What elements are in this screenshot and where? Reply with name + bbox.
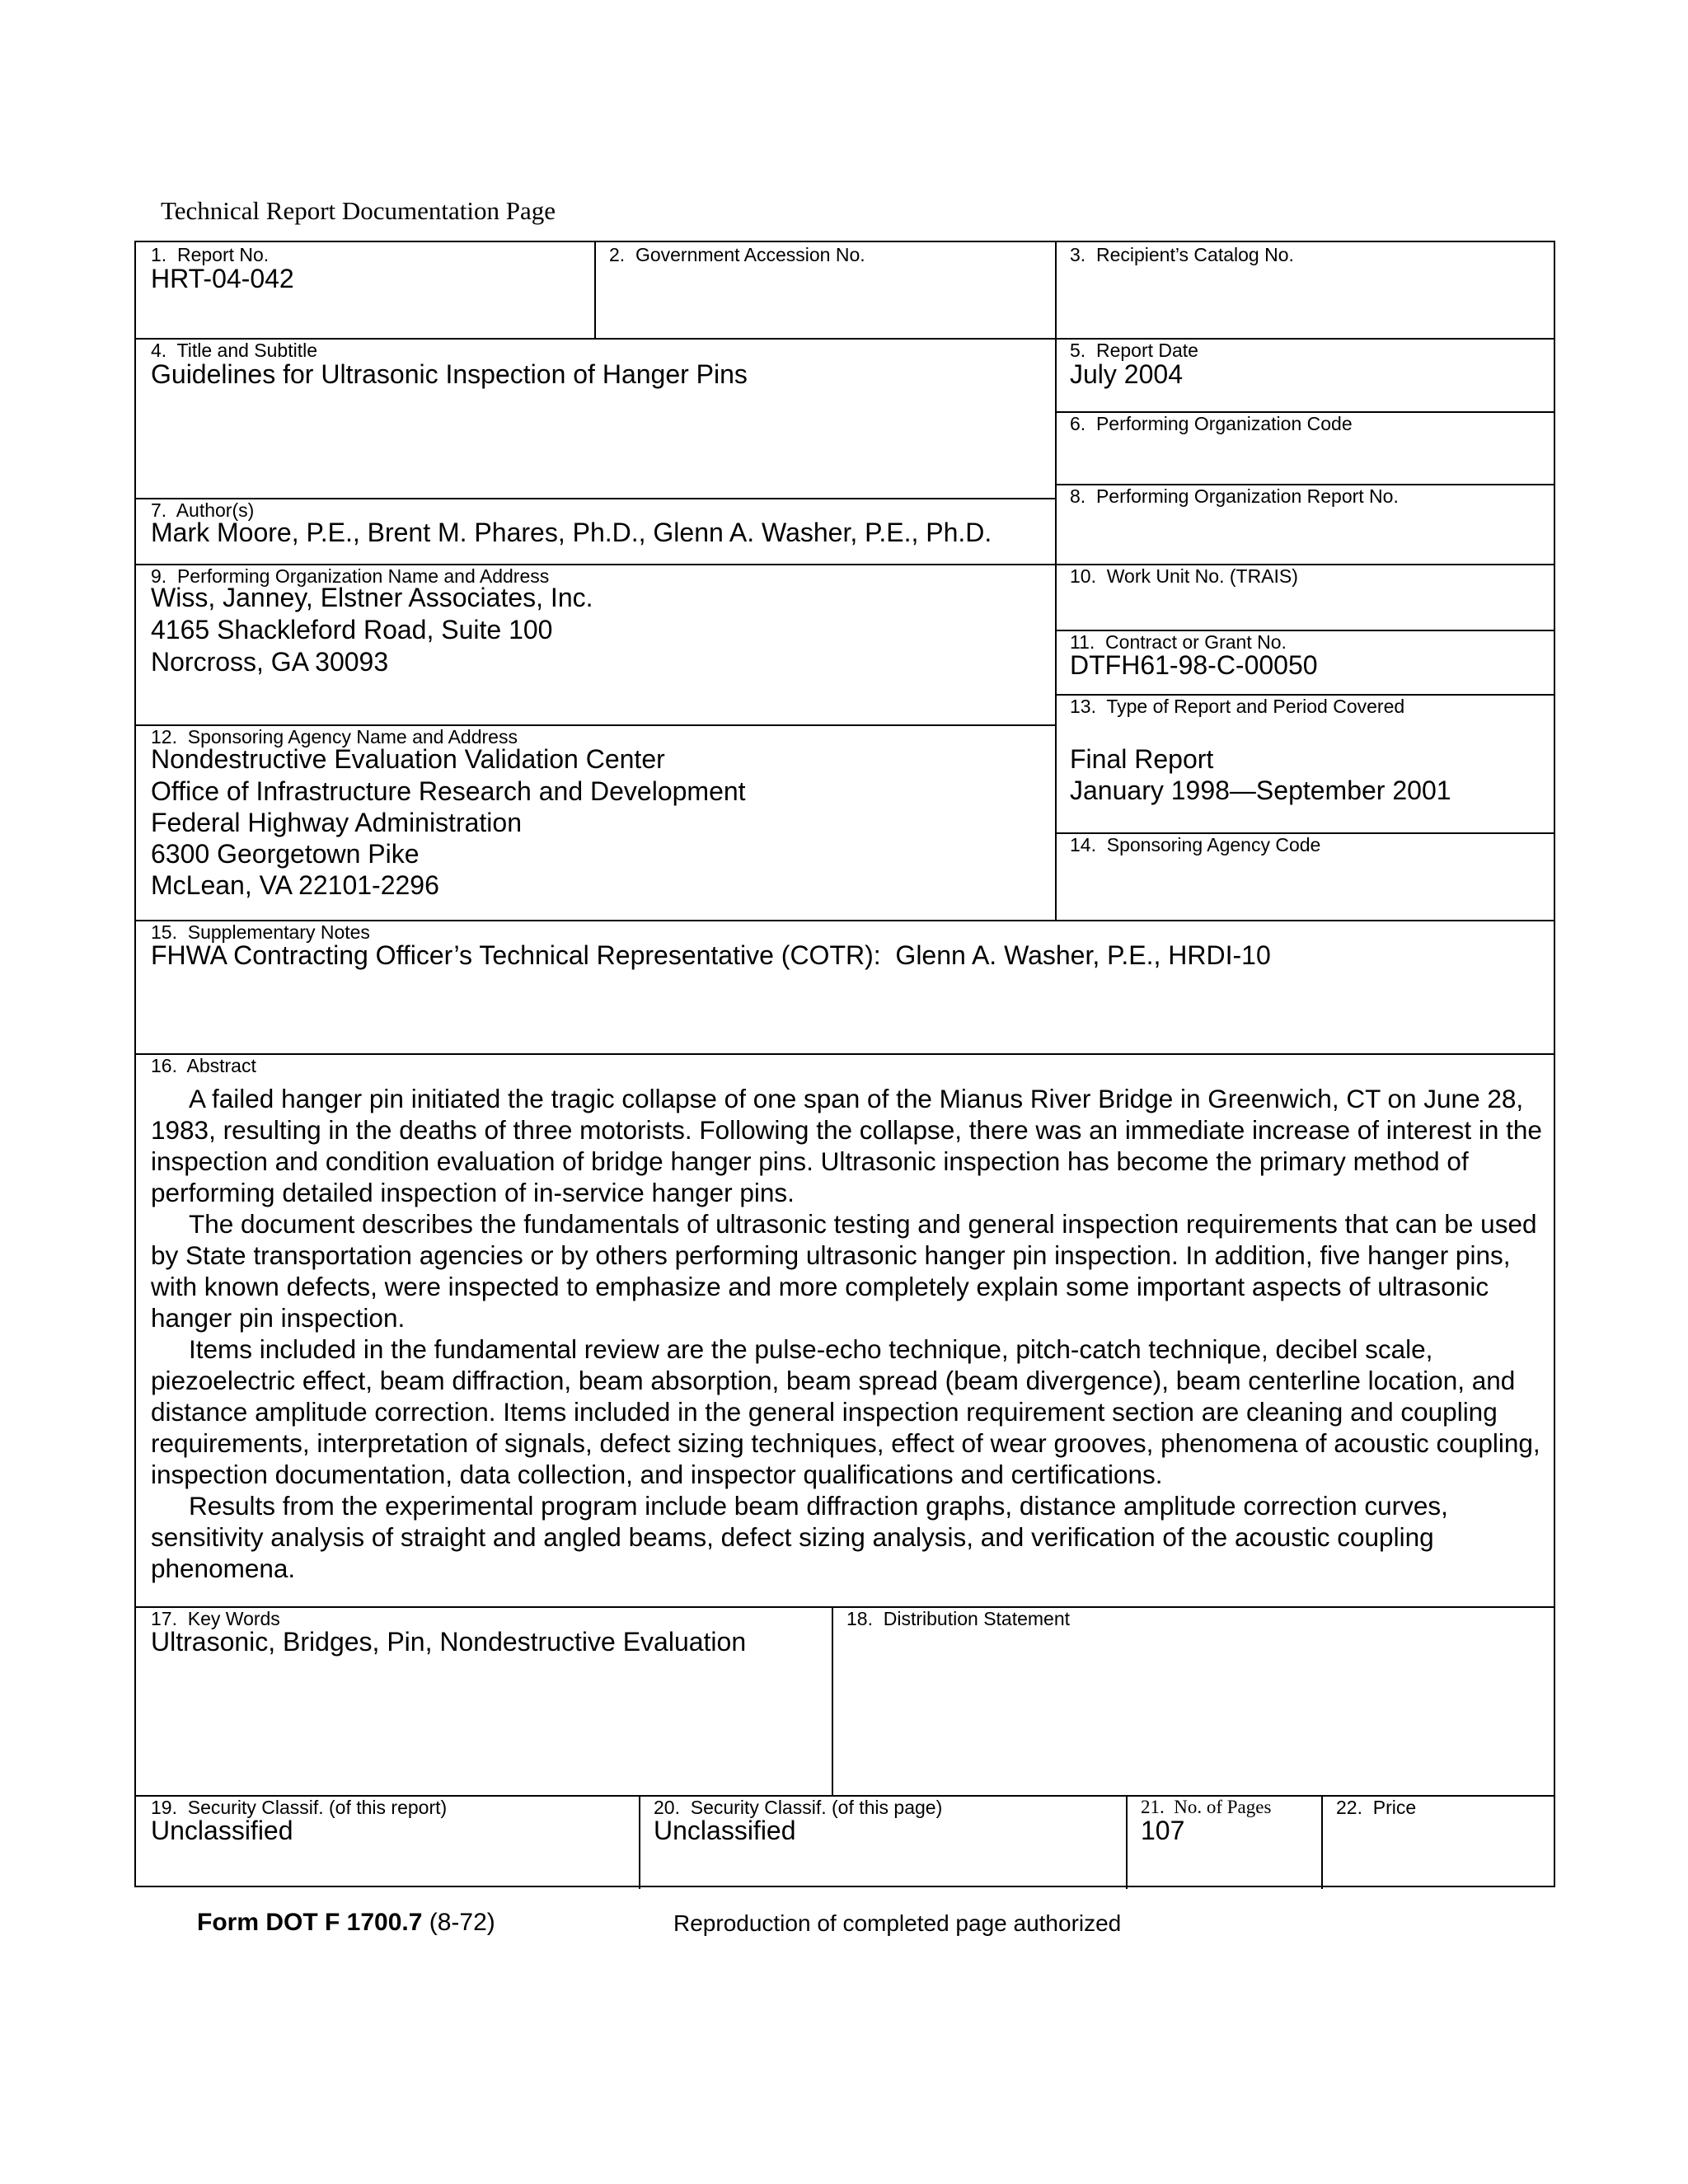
field-work-unit-no xyxy=(1055,564,1555,630)
field-label: 19. Security Classif. (of this report) xyxy=(151,1797,448,1818)
field-label: 15. Supplementary Notes xyxy=(151,921,370,943)
field-value: Mark Moore, P.E., Brent M. Phares, Ph.D., Glenn A. Washer, P.E., Ph.D. xyxy=(151,518,992,547)
field-contract-no xyxy=(1055,630,1555,694)
field-report-date xyxy=(1055,338,1555,411)
address-line: 6300 Georgetown Pike xyxy=(151,839,420,869)
field-security-report xyxy=(136,1795,639,1889)
field-price xyxy=(1321,1795,1555,1889)
field-label: 2. Government Accession No. xyxy=(609,244,865,265)
field-label: 9. Performing Organization Name and Address xyxy=(151,565,550,587)
abstract-body xyxy=(151,1083,1544,1584)
field-label: 22. Price xyxy=(1336,1797,1417,1818)
field-value: 107 xyxy=(1141,1816,1185,1845)
field-label: 12. Sponsoring Agency Name and Address xyxy=(151,726,518,748)
field-report-type xyxy=(1055,694,1555,832)
field-value: Unclassified xyxy=(151,1816,293,1845)
field-value: Unclassified xyxy=(654,1816,796,1845)
address-line: 4165 Shackleford Road, Suite 100 xyxy=(151,615,553,644)
field-label: 8. Performing Organization Report No. xyxy=(1070,485,1399,507)
address-line: Norcross, GA 30093 xyxy=(151,647,389,677)
field-security-page xyxy=(639,1795,1126,1889)
documentation-form xyxy=(134,241,1555,1887)
abstract-paragraph: The document describes the fundamentals of ultrasonic testing and general inspection requirements that can be used by State transportation agencies or by others performing ultrasonic hanger pin inspection. In addition, five hanger pins, with known defects, were inspected to emphasize and more completely explain some important aspects of ultrasonic hanger pin inspection. xyxy=(151,1209,1537,1333)
field-label: 16. Abstract xyxy=(151,1055,256,1076)
field-value: Ultrasonic, Bridges, Pin, Nondestructive Evaluation xyxy=(151,1627,747,1657)
field-performing-org-name xyxy=(136,564,1055,724)
field-value: FHWA Contracting Officer’s Technical Representative (COTR): Glenn A. Washer, P.E., HRDI-10 xyxy=(151,940,1271,970)
field-number-of-pages xyxy=(1126,1795,1321,1889)
field-sponsoring-agency xyxy=(136,724,1055,920)
field-label: 1. Report No. xyxy=(151,244,270,265)
address-line: Wiss, Janney, Elstner Associates, Inc. xyxy=(151,583,593,612)
address-line: Office of Infrastructure Research and Development xyxy=(151,776,746,806)
field-label: 20. Security Classif. (of this page) xyxy=(654,1797,943,1818)
field-label: 7. Author(s) xyxy=(151,499,255,521)
field-label: 5. Report Date xyxy=(1070,340,1198,361)
field-label: 10. Work Unit No. (TRAIS) xyxy=(1070,565,1298,587)
field-abstract xyxy=(136,1053,1555,1606)
field-performing-org-code xyxy=(1055,411,1555,484)
abstract-paragraph: Items included in the fundamental review are the pulse-echo technique, pitch-catch technique, decibel scale, piezoelectric effect, beam diffraction, beam absorption, beam spread (beam divergence), beam centerline location, and distance amplitude correction. Items included in the general inspection requirement section are cleaning and coupling requirements, interpretation of signals, defect sizing techniques, effect of wear grooves, phenomena of acoustic coupling, inspection documentation, data collection, and inspector qualifications and certifications. xyxy=(151,1334,1540,1489)
field-title xyxy=(136,338,1055,498)
field-authors xyxy=(136,498,1055,564)
field-supplementary-notes xyxy=(136,920,1555,1053)
field-label: 14. Sponsoring Agency Code xyxy=(1070,834,1321,855)
field-distribution-statement xyxy=(832,1606,1555,1795)
abstract-paragraph: A failed hanger pin initiated the tragic collapse of one span of the Mianus River Bridge in Greenwich, CT on June 28, 1983, resulting in the deaths of three motorists. Following the collapse, there was an immediate increase of interest in the inspection and condition evaluation of bridge hanger pins. Ultrasonic inspection has become the primary method of performing detailed inspection of in-service hanger pins. xyxy=(151,1084,1542,1207)
field-report-no xyxy=(136,242,594,338)
field-recipient-catalog xyxy=(1055,242,1555,338)
page-title: Technical Report Documentation Page xyxy=(161,196,556,225)
reproduction-note: Reproduction of completed page authorized xyxy=(673,1910,1122,1936)
field-performing-org-report-no xyxy=(1055,484,1555,564)
form-number xyxy=(197,1909,495,1937)
form-number-date: (8-72) xyxy=(422,1909,495,1936)
field-value: July 2004 xyxy=(1070,359,1183,389)
field-government-accession xyxy=(594,242,1055,338)
address-line: McLean, VA 22101-2296 xyxy=(151,870,439,900)
field-label: 13. Type of Report and Period Covered xyxy=(1070,696,1405,717)
abstract-paragraph: Results from the experimental program include beam diffraction graphs, distance amplitude correction curves, sensitivity analysis of straight and angled beams, defect sizing analysis, and verification of the acoustic coupling phenomena. xyxy=(151,1491,1448,1583)
field-label: 17. Key Words xyxy=(151,1608,280,1629)
field-value: Final Report xyxy=(1070,744,1214,774)
form-number-bold: Form DOT F 1700.7 xyxy=(197,1909,423,1936)
field-label: 4. Title and Subtitle xyxy=(151,340,318,361)
field-label: 11. Contract or Grant No. xyxy=(1070,631,1287,653)
field-label: 21. No. of Pages xyxy=(1141,1797,1272,1817)
field-key-words xyxy=(136,1606,832,1795)
address-line: Federal Highway Administration xyxy=(151,808,522,837)
field-label: 3. Recipient’s Catalog No. xyxy=(1070,244,1294,265)
field-value: January 1998—September 2001 xyxy=(1070,776,1451,805)
field-value: DTFH61-98-C-00050 xyxy=(1070,650,1318,680)
address-line: Nondestructive Evaluation Validation Center xyxy=(151,744,665,774)
field-sponsoring-agency-code xyxy=(1055,832,1555,920)
report-title: Guidelines for Ultrasonic Inspection of Hanger Pins xyxy=(151,359,748,389)
field-value: HRT-04-042 xyxy=(151,264,294,293)
field-label: 18. Distribution Statement xyxy=(846,1608,1071,1629)
field-label: 6. Performing Organization Code xyxy=(1070,413,1353,434)
